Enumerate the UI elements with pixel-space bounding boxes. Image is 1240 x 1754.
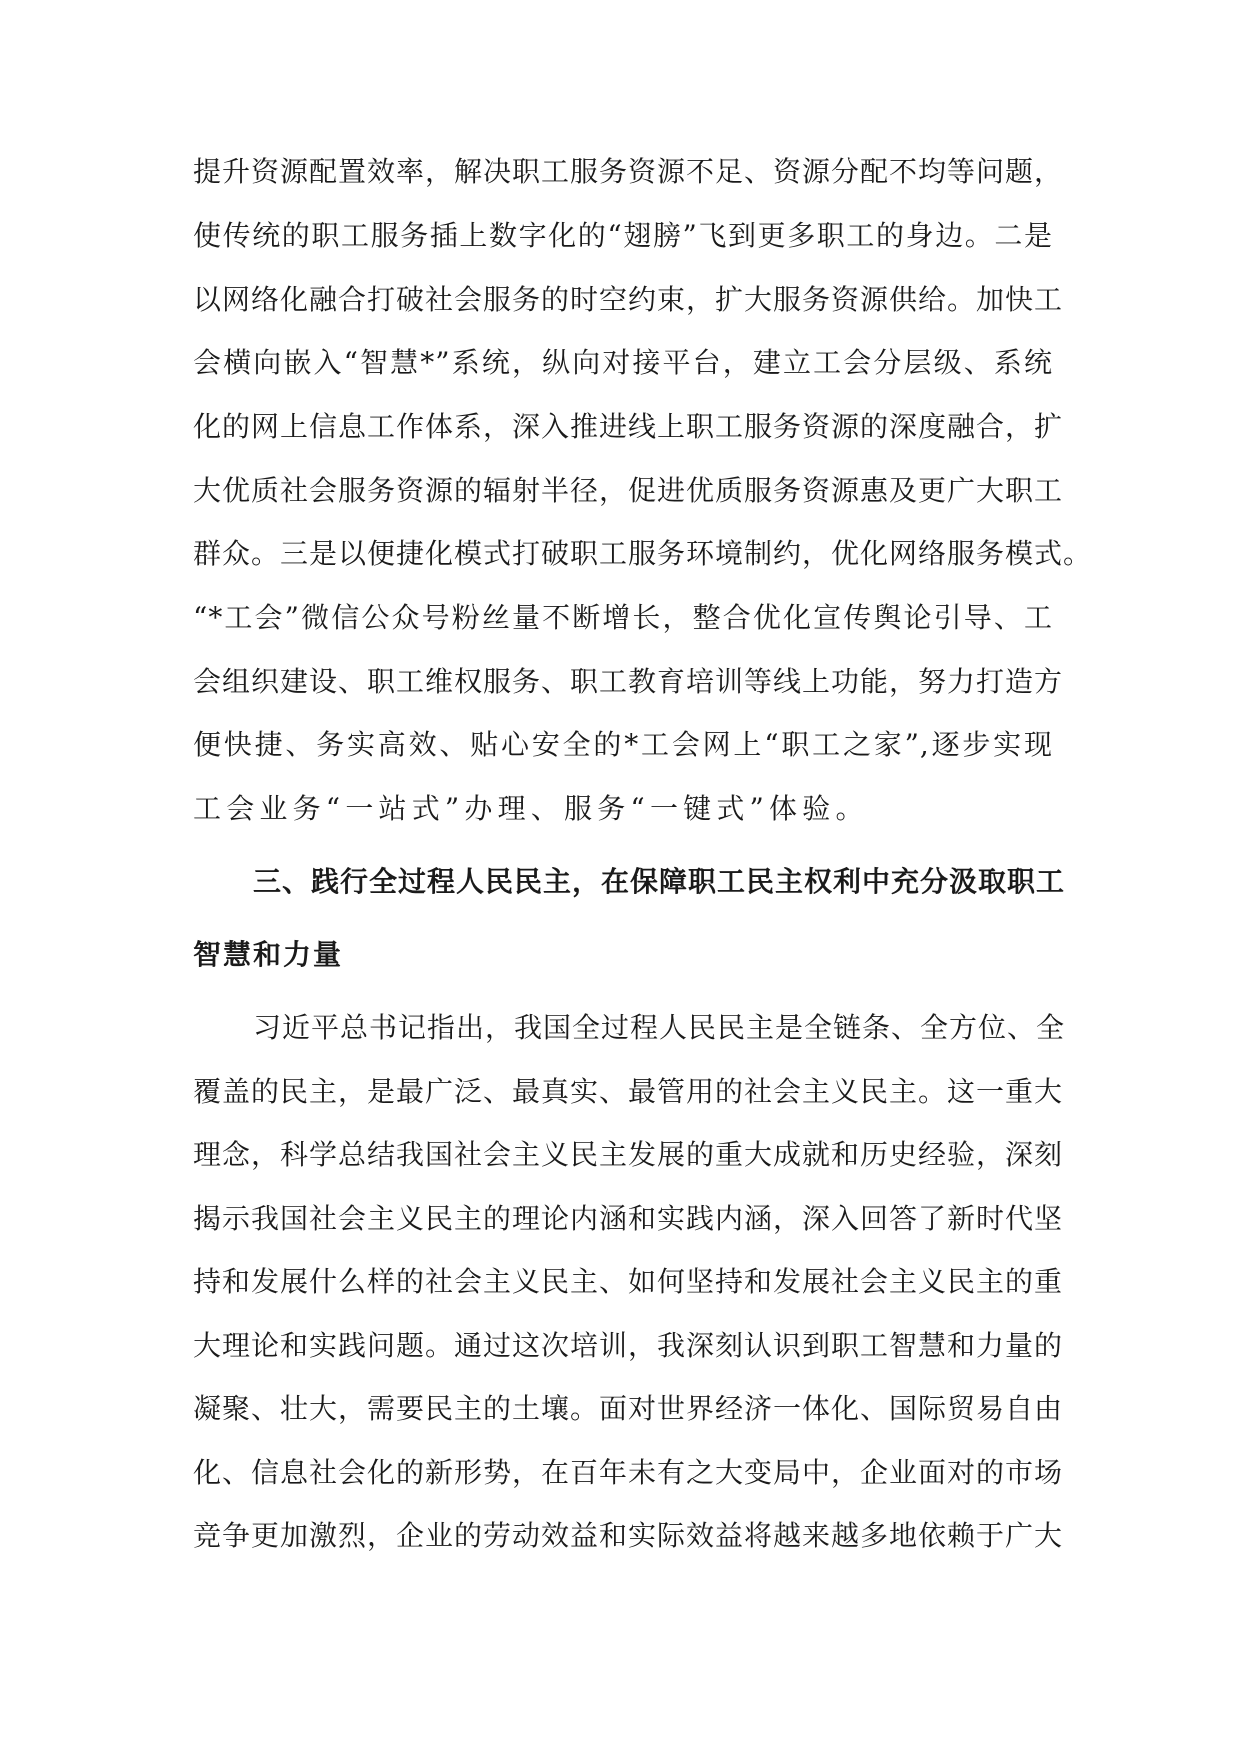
body-text-line: 群众。三是以便捷化模式打破职工服务环境制约，优化网络服务模式。	[193, 537, 1093, 570]
body-text-line: 习近平总书记指出，我国全过程人民民主是全链条、全方位、全	[253, 1011, 1066, 1044]
body-text-line: 便快捷、务实高效、贴心安全的*工会网上“职工之家”,逐步实现	[193, 728, 1053, 761]
body-text-line: 大优质社会服务资源的辐射半径，促进优质服务资源惠及更广大职工	[193, 474, 1064, 507]
body-text-line: 化的网上信息工作体系，深入推进线上职工服务资源的深度融合，扩	[193, 410, 1064, 443]
body-text-line: 大理论和实践问题。通过这次培训，我深刻认识到职工智慧和力量的	[193, 1329, 1064, 1362]
body-text-line: 会组织建设、职工维权服务、职工教育培训等线上功能，努力打造方	[193, 665, 1064, 698]
body-text-line: 揭示我国社会主义民主的理论内涵和实践内涵，深入回答了新时代坚	[193, 1202, 1064, 1235]
body-text-line: 持和发展什么样的社会主义民主、如何坚持和发展社会主义民主的重	[193, 1265, 1064, 1298]
body-text-line: 竞争更加激烈，企业的劳动效益和实际效益将越来越多地依赖于广大	[193, 1519, 1064, 1552]
body-text-line: 以网络化融合打破社会服务的时空约束，扩大服务资源供给。加快工	[193, 283, 1064, 316]
section-heading-continuation: 智慧和力量	[193, 938, 344, 971]
body-text-line: 化、信息社会化的新形势，在百年未有之大变局中，企业面对的市场	[193, 1456, 1064, 1489]
body-text-line: 提升资源配置效率，解决职工服务资源不足、资源分配不均等问题，	[193, 155, 1064, 188]
body-text-line: “*工会”微信公众号粉丝量不断增长，整合优化宣传舆论引导、工	[193, 601, 1053, 634]
body-text-line: 工会业务“一站式”办理、服务“一键式”体验。	[193, 792, 869, 825]
body-text-line: 会横向嵌入“智慧*”系统，纵向对接平台，建立工会分层级、系统	[193, 346, 1053, 379]
body-text-line: 使传统的职工服务插上数字化的“翅膀”飞到更多职工的身边。二是	[193, 219, 1053, 252]
body-text-line: 理念，科学总结我国社会主义民主发展的重大成就和历史经验，深刻	[193, 1138, 1064, 1171]
body-text-line: 凝聚、壮大，需要民主的土壤。面对世界经济一体化、国际贸易自由	[193, 1392, 1064, 1425]
body-text-line: 覆盖的民主，是最广泛、最真实、最管用的社会主义民主。这一重大	[193, 1075, 1064, 1108]
section-heading: 三、践行全过程人民民主，在保障职工民主权利中充分汲取职工	[253, 865, 1066, 898]
